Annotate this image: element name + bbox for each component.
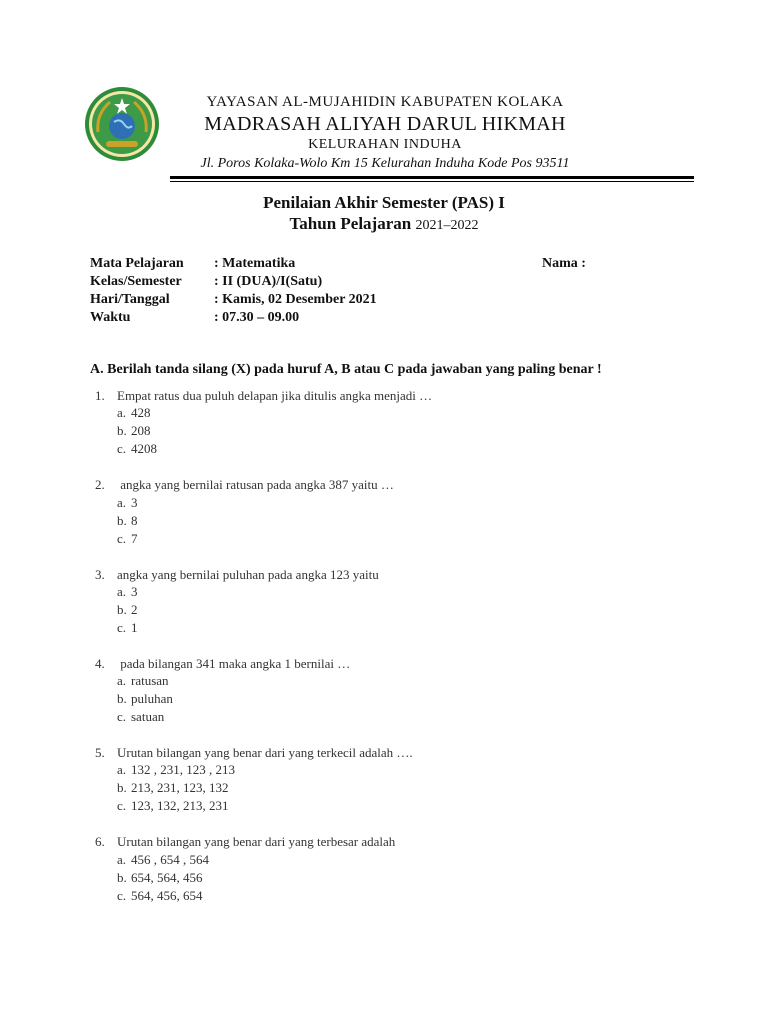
option-letter: a. <box>117 495 127 510</box>
question-number: 3. <box>95 567 105 582</box>
option-text: 456 , 654 , 564 <box>131 852 209 867</box>
option-letter: b. <box>117 513 127 528</box>
question-1 <box>95 388 432 404</box>
name-label: Nama : <box>542 256 586 271</box>
option-text: 208 <box>131 423 151 438</box>
info-key: Waktu <box>90 310 131 325</box>
option <box>117 513 138 529</box>
info-value: : 07.30 – 09.00 <box>214 310 300 325</box>
header-rule <box>170 176 694 179</box>
question-text: Empat ratus dua puluh delapan jika ditulis angka menjadi … <box>117 388 433 403</box>
academic-year: 2021–2022 <box>415 218 479 233</box>
option-letter: c. <box>117 620 127 635</box>
option-text: ratusan <box>131 673 169 688</box>
info-value: : II (DUA)/I(Satu) <box>214 274 323 289</box>
option <box>117 620 138 636</box>
option <box>117 673 169 689</box>
header-rule-thin <box>170 181 694 182</box>
option <box>117 531 138 547</box>
option-letter: a. <box>117 405 127 420</box>
option <box>117 798 229 814</box>
option-letter: c. <box>117 798 127 813</box>
question-number: 1. <box>95 388 105 403</box>
section-a-instruction: A. Berilah tanda silang (X) pada huruf A, B atau C pada jawaban yang paling benar ! <box>90 362 602 377</box>
option-letter: c. <box>117 888 127 903</box>
info-row-class <box>90 274 322 290</box>
option <box>117 870 203 886</box>
info-row-subject <box>90 256 295 272</box>
option-letter: b. <box>117 602 127 617</box>
option-text: 2 <box>131 602 138 617</box>
school-name: MADRASAH ALIYAH DARUL HIKMAH <box>204 113 566 135</box>
option-text: 4208 <box>131 441 157 456</box>
school-logo <box>84 86 160 162</box>
option-text: puluhan <box>131 691 173 706</box>
option-text: 3 <box>131 495 138 510</box>
question-text: Urutan bilangan yang benar dari yang terkecil adalah …. <box>117 745 413 760</box>
academic-year-line <box>0 214 768 234</box>
option <box>117 852 209 868</box>
option-text: 123, 132, 213, 231 <box>131 798 229 813</box>
option <box>117 691 173 707</box>
option-letter: b. <box>117 423 127 438</box>
question-number: 6. <box>95 834 105 849</box>
option <box>117 405 151 421</box>
academic-year-label: Tahun Pelajaran <box>289 214 412 233</box>
option-text: 7 <box>131 531 138 546</box>
option-letter: c. <box>117 441 127 456</box>
option-text: 1 <box>131 620 138 635</box>
info-value: : Kamis, 02 Desember 2021 <box>214 292 377 307</box>
option-text: 132 , 231, 123 , 213 <box>131 762 235 777</box>
option-letter: b. <box>117 691 127 706</box>
option-letter: a. <box>117 673 127 688</box>
option-text: 428 <box>131 405 151 420</box>
question-2 <box>95 477 394 493</box>
option-letter: b. <box>117 780 127 795</box>
option-text: 564, 456, 654 <box>131 888 203 903</box>
question-6 <box>95 834 395 850</box>
option <box>117 762 235 778</box>
info-row-date <box>90 292 377 308</box>
option <box>117 441 157 457</box>
question-3 <box>95 567 379 583</box>
info-key: Hari/Tanggal <box>90 292 170 307</box>
option-text: 3 <box>131 584 138 599</box>
option-text: 213, 231, 123, 132 <box>131 780 229 795</box>
option-text: satuan <box>131 709 165 724</box>
option-letter: a. <box>117 762 127 777</box>
option <box>117 584 138 600</box>
option-letter: c. <box>117 709 127 724</box>
question-4 <box>95 656 350 672</box>
option-text: 654, 564, 456 <box>131 870 203 885</box>
question-number: 5. <box>95 745 105 760</box>
info-row-time <box>90 310 299 326</box>
question-text: pada bilangan 341 maka angka 1 bernilai … <box>117 656 351 671</box>
question-text: angka yang bernilai puluhan pada angka 123 yaitu <box>117 567 379 582</box>
district-name: KELURAHAN INDUHA <box>308 137 462 152</box>
option-letter: b. <box>117 870 127 885</box>
school-address: Jl. Poros Kolaka-Wolo Km 15 Kelurahan Induha Kode Pos 93511 <box>200 156 570 171</box>
option <box>117 888 203 904</box>
option <box>117 602 138 618</box>
question-text: angka yang bernilai ratusan pada angka 387 yaitu … <box>117 477 394 492</box>
option-text: 8 <box>131 513 138 528</box>
option-letter: c. <box>117 531 127 546</box>
foundation-name: YAYASAN AL-MUJAHIDIN KABUPATEN KOLAKA <box>206 94 564 110</box>
question-5 <box>95 745 413 761</box>
question-text: Urutan bilangan yang benar dari yang terbesar adalah <box>117 834 396 849</box>
option-letter: a. <box>117 584 127 599</box>
info-key: Kelas/Semester <box>90 274 182 289</box>
question-number: 4. <box>95 656 105 671</box>
option <box>117 423 151 439</box>
option-letter: a. <box>117 852 127 867</box>
option <box>117 495 138 511</box>
info-value: : Matematika <box>214 256 296 271</box>
option <box>117 780 229 796</box>
option <box>117 709 164 725</box>
question-number: 2. <box>95 477 105 492</box>
exam-title: Penilaian Akhir Semester (PAS) I <box>263 193 505 212</box>
info-key: Mata Pelajaran <box>90 256 184 271</box>
